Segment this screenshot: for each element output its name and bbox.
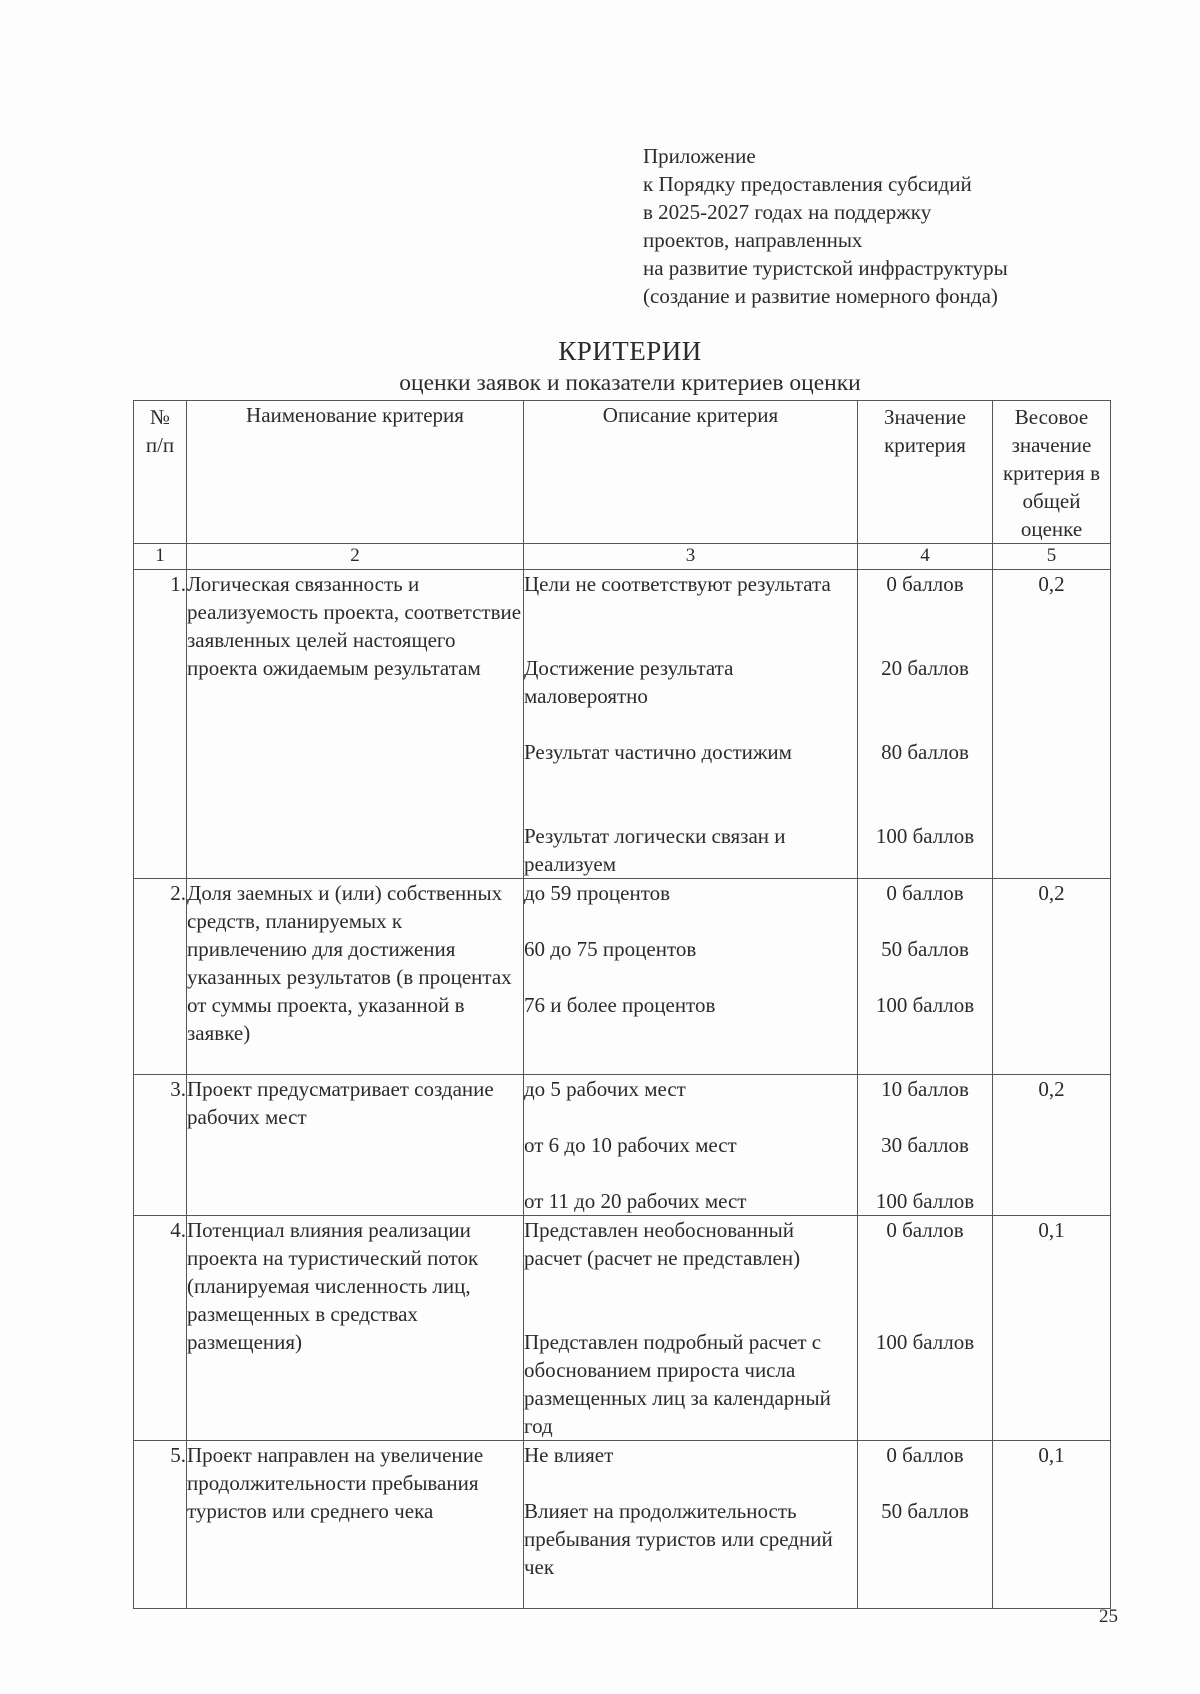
table-row [134,1441,1111,1609]
option-description: Цели не соответствуют результата [524,572,831,596]
criterion-description [524,1075,858,1216]
option-score: 80 баллов [881,740,969,764]
option-description: от 6 до 10 рабочих мест [524,1133,737,1157]
option-description: Представлен необоснованный расчет (расчет не представлен) [524,1218,801,1270]
criterion-value [858,1216,993,1441]
option-description: до 5 рабочих мест [524,1077,686,1101]
row-number: 4. [134,1216,187,1441]
criteria-table [133,400,1111,1609]
criterion-description [524,570,858,879]
document-title: КРИТЕРИИ [558,336,702,366]
appendix-line: на развитие туристской инфраструктуры [643,256,1008,280]
criterion-value [858,570,993,879]
header-value: Значение критерия [858,401,993,544]
option-score: 10 баллов [881,1077,969,1101]
column-index: 5 [993,544,1111,570]
header-weight: Весовое значение критерия в общей оценке [993,401,1111,544]
table-row [134,1216,1111,1441]
option-description: Представлен подробный расчет с обоснованием прироста числа размещенных лиц за календарный год [524,1330,831,1438]
row-number: 5. [134,1441,187,1609]
header-desc: Описание критерия [524,401,858,544]
option-description: 76 и более процентов [524,993,716,1017]
criterion-name: Доля заемных и (или) собственных средств, планируемых к привлечению для достижения указанных результатов (в процентах от суммы проекта, указанной в заявке) [187,879,524,1075]
option-description: от 11 до 20 рабочих мест [524,1189,747,1213]
option-score: 100 баллов [875,1330,975,1354]
criterion-name: Потенциал влияния реализации проекта на туристический поток (планируемая численность лиц, размещенных в средствах размещения) [187,1216,524,1441]
criterion-description [524,879,858,1075]
option-score: 0 баллов [886,572,964,596]
row-number: 1. [134,570,187,879]
criterion-weight: 0,2 [993,879,1111,1075]
option-score: 20 баллов [881,656,969,680]
column-index: 2 [187,544,524,570]
document-subtitle: оценки заявок и показатели критериев оценки [399,370,861,396]
option-score: 100 баллов [875,1189,975,1213]
option-score: 30 баллов [881,1133,969,1157]
criterion-weight: 0,2 [993,570,1111,879]
header-name: Наименование критерия [187,401,524,544]
criterion-value [858,879,993,1075]
column-index: 3 [524,544,858,570]
option-score: 0 баллов [886,1443,964,1467]
option-score: 50 баллов [881,937,969,961]
option-score: 50 баллов [881,1499,969,1523]
option-description: Результат частично достижим [524,740,792,764]
row-number: 2. [134,879,187,1075]
option-score: 100 баллов [875,824,975,848]
page-number: 25 [1099,1606,1118,1627]
column-index: 4 [858,544,993,570]
criterion-name: Проект направлен на увеличение продолжительности пребывания туристов или среднего чека [187,1441,524,1609]
criterion-weight: 0,1 [993,1441,1111,1609]
criterion-description [524,1216,858,1441]
criterion-description [524,1441,858,1609]
option-score: 100 баллов [875,993,975,1017]
table-row [134,1075,1111,1216]
criterion-name: Проект предусматривает создание рабочих мест [187,1075,524,1216]
criterion-weight: 0,1 [993,1216,1111,1441]
criterion-name: Логическая связанность и реализуемость проекта, соответствие заявленных целей настоящего проекта ожидаемым результатам [187,570,524,879]
option-description: Достижение результата маловероятно [524,656,734,708]
option-description: до 59 процентов [524,881,671,905]
table-row [134,570,1111,879]
appendix-line: к Порядку предоставления субсидий [643,172,972,196]
column-index: 1 [134,544,187,570]
option-description: 60 до 75 процентов [524,937,697,961]
option-description: Результат логически связан и реализуем [524,824,786,876]
appendix-line: в 2025-2027 годах на поддержку [643,200,932,224]
option-description: Не влияет [524,1443,614,1467]
criterion-weight: 0,2 [993,1075,1111,1216]
appendix-line: (создание и развитие номерного фонда) [643,284,998,308]
criterion-value [858,1075,993,1216]
appendix-line: Приложение [643,144,756,168]
table-row [134,879,1111,1075]
criterion-value [858,1441,993,1609]
option-description: Влияет на продолжительность пребывания туристов или средний чек [524,1499,833,1579]
option-score: 0 баллов [886,881,964,905]
row-number: 3. [134,1075,187,1216]
appendix-line: проектов, направленных [643,228,863,252]
appendix-header [643,142,1008,310]
option-score: 0 баллов [886,1218,964,1242]
header-num: № п/п [134,401,187,544]
